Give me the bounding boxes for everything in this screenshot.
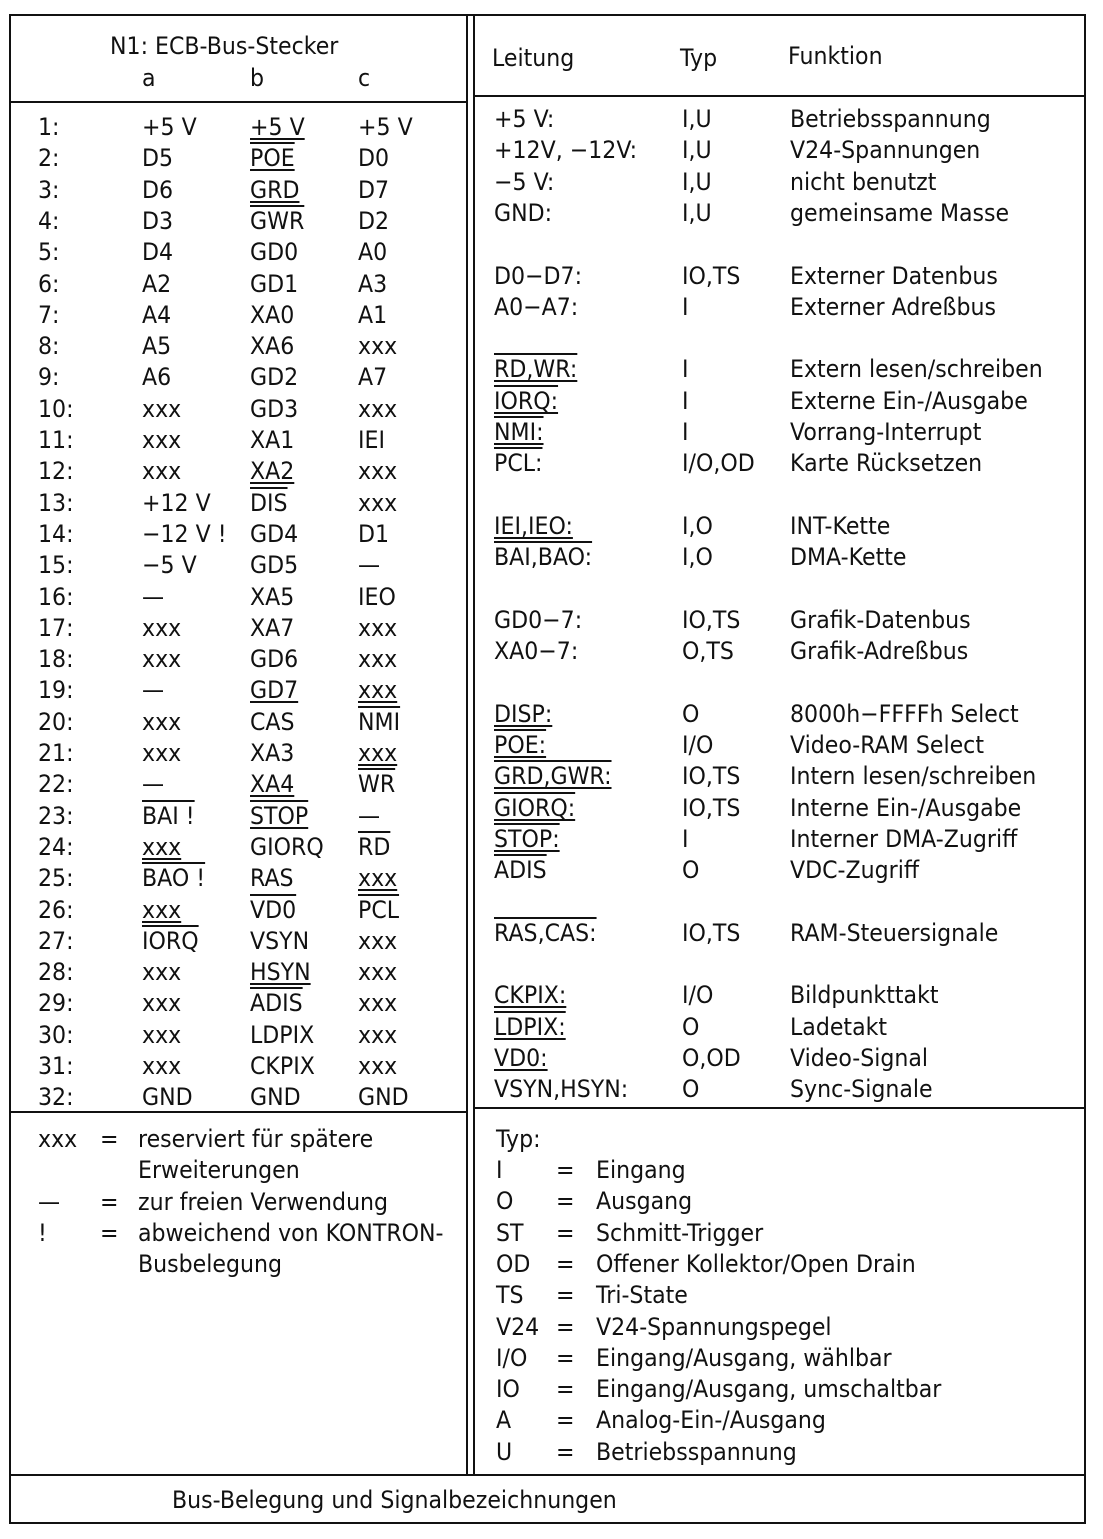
signal-leitung: IORQ: bbox=[494, 386, 559, 415]
pin-number: 13: bbox=[38, 488, 74, 517]
signal-funktion: Ladetakt bbox=[790, 1012, 888, 1041]
pin-number: 26: bbox=[38, 895, 74, 924]
pin-c: xxx bbox=[358, 488, 398, 517]
signal-leitung: GIORQ: bbox=[494, 793, 576, 822]
legend-text: Ausgang bbox=[596, 1187, 693, 1216]
signal-typ: O bbox=[682, 856, 700, 885]
pin-a: xxx bbox=[142, 613, 182, 642]
pin-number: 29: bbox=[38, 989, 74, 1018]
signal-typ: I,O bbox=[682, 511, 713, 540]
signal-typ: O bbox=[682, 1075, 700, 1104]
pin-number: 17: bbox=[38, 613, 74, 642]
signal-leitung: STOP: bbox=[494, 824, 560, 853]
pin-c: xxx bbox=[358, 645, 398, 674]
legend-text: V24-Spannungspegel bbox=[596, 1312, 832, 1341]
pin-c: $\overline{WR}$ bbox=[358, 770, 396, 799]
pin-c: xxx bbox=[358, 394, 398, 423]
pin-a: xxx bbox=[142, 989, 182, 1018]
signal-leitung: NMI: bbox=[494, 418, 544, 446]
pin-b: XA5 bbox=[250, 582, 295, 611]
signal-leitung: IEI,IEO: bbox=[494, 511, 573, 540]
pin-a: xxx bbox=[142, 832, 182, 861]
signal-funktion: Vorrang-Interrupt bbox=[790, 418, 982, 446]
signal-typ: IO,TS bbox=[682, 762, 741, 791]
pin-c: A3 bbox=[358, 269, 388, 298]
pin-c: GND bbox=[358, 1083, 409, 1112]
legend-equals: = bbox=[100, 1187, 119, 1216]
legend-equals: = bbox=[556, 1312, 575, 1341]
pin-number: 25: bbox=[38, 864, 74, 893]
pin-number: 8: bbox=[38, 332, 60, 361]
pin-a: GND bbox=[142, 1083, 193, 1112]
signal-typ: I bbox=[682, 355, 689, 384]
header-rule-right bbox=[473, 95, 1086, 97]
legend-symbol: V24 bbox=[496, 1312, 540, 1341]
pin-b: GD5 bbox=[250, 551, 299, 580]
pin-b: XA3 bbox=[250, 739, 295, 767]
pin-b: CAS bbox=[250, 707, 295, 736]
pin-a: xxx bbox=[142, 426, 182, 454]
pin-b: CKPIX bbox=[250, 1052, 315, 1080]
signal-funktion: INT-Kette bbox=[790, 511, 891, 540]
signal-funktion: Sync-Signale bbox=[790, 1075, 933, 1104]
pin-b: POE bbox=[250, 144, 295, 173]
pin-b: +5 V bbox=[250, 113, 305, 141]
pin-number: 19: bbox=[38, 676, 74, 705]
pin-number: 16: bbox=[38, 582, 74, 611]
signal-funktion: Betriebsspannung bbox=[790, 105, 991, 133]
signal-typ: O bbox=[682, 1012, 700, 1041]
signal-funktion: nicht benutzt bbox=[790, 167, 937, 196]
signal-leitung: VD0: bbox=[494, 1044, 548, 1072]
pin-c: xxx bbox=[358, 739, 398, 767]
pin-a: xxx bbox=[142, 645, 182, 674]
pin-number: 30: bbox=[38, 1020, 74, 1049]
pin-number: 22: bbox=[38, 770, 74, 799]
pin-b: XA0 bbox=[250, 300, 295, 329]
column-c-header: c bbox=[358, 64, 371, 92]
signal-funktion: Video-Signal bbox=[790, 1044, 929, 1072]
pin-number: 4: bbox=[38, 206, 60, 235]
signal-typ: IO,TS bbox=[682, 605, 741, 634]
signal-leitung: DISP: bbox=[494, 699, 553, 728]
signal-typ: I,O bbox=[682, 543, 713, 572]
pin-a: xxx bbox=[142, 958, 182, 987]
header-rule-left bbox=[9, 101, 467, 103]
legend-equals: = bbox=[100, 1125, 119, 1153]
pin-number: 32: bbox=[38, 1083, 74, 1112]
legend-symbol: IO bbox=[496, 1375, 520, 1404]
signal-leitung: D0−D7: bbox=[494, 261, 583, 290]
pin-a: −5 V bbox=[142, 551, 197, 580]
pin-b: $\overline{GWR}$ bbox=[250, 206, 305, 235]
pin-a: xxx bbox=[142, 895, 182, 924]
legend-symbol: ! bbox=[38, 1218, 47, 1247]
legend-equals: = bbox=[556, 1437, 575, 1466]
signal-funktion: Karte Rücksetzen bbox=[790, 449, 983, 478]
pin-b: RAS bbox=[250, 864, 294, 893]
pin-number: 24: bbox=[38, 832, 74, 861]
legend-symbol: OD bbox=[496, 1249, 531, 1278]
pin-number: 18: bbox=[38, 645, 74, 674]
pin-b: GIORQ bbox=[250, 832, 324, 861]
column-divider-2 bbox=[473, 14, 475, 1475]
pin-number: 23: bbox=[38, 801, 74, 830]
legend-equals: = bbox=[556, 1249, 575, 1278]
pin-b: GND bbox=[250, 1083, 301, 1112]
pin-a: D3 bbox=[142, 206, 174, 235]
signal-leitung: A0−A7: bbox=[494, 292, 579, 321]
pin-b: XA6 bbox=[250, 332, 295, 361]
pin-b: $\overline{DIS}$ bbox=[250, 488, 288, 517]
signal-funktion: Interner DMA-Zugriff bbox=[790, 824, 1018, 853]
pin-number: 28: bbox=[38, 958, 74, 987]
pin-c: IEI bbox=[358, 426, 385, 454]
signal-typ: O bbox=[682, 699, 700, 728]
pin-c: D0 bbox=[358, 144, 390, 173]
pin-c: $\overline{PCL}$ bbox=[358, 895, 400, 924]
pin-a: A6 bbox=[142, 363, 172, 392]
pin-a: A5 bbox=[142, 332, 172, 361]
legend-right-title: Typ: bbox=[496, 1125, 541, 1153]
signal-leitung: XA0−7: bbox=[494, 637, 579, 666]
pin-c: +5 V bbox=[358, 113, 413, 141]
signal-typ: O,TS bbox=[682, 637, 734, 666]
pin-a: — bbox=[142, 582, 165, 611]
pin-c: xxx bbox=[358, 864, 398, 893]
signal-funktion: V24-Spannungen bbox=[790, 136, 981, 165]
pin-b: HSYN bbox=[250, 958, 311, 987]
signal-leitung: GRD,GWR: bbox=[494, 762, 612, 791]
legend-symbol: TS bbox=[496, 1281, 524, 1310]
signal-typ: I,U bbox=[682, 167, 712, 196]
pin-a: xxx bbox=[142, 1052, 182, 1080]
signal-typ: I bbox=[682, 292, 689, 321]
legend-symbol: A bbox=[496, 1406, 512, 1435]
pin-number: 2: bbox=[38, 144, 60, 173]
signal-leitung: ADIS bbox=[494, 856, 547, 885]
pin-a: xxx bbox=[142, 457, 182, 486]
pin-a: +5 V bbox=[142, 113, 197, 141]
pin-c: D7 bbox=[358, 175, 390, 204]
pin-c: xxx bbox=[358, 676, 398, 705]
pin-number: 31: bbox=[38, 1052, 74, 1080]
signal-funktion: gemeinsame Masse bbox=[790, 198, 1010, 227]
pin-b: ADIS bbox=[250, 989, 303, 1018]
pin-c: xxx bbox=[358, 332, 398, 361]
leitung-header: Leitung bbox=[492, 44, 575, 72]
pin-b: GRD bbox=[250, 175, 300, 204]
signal-typ: IO,TS bbox=[682, 918, 741, 947]
pin-c: $\overline{RD}$ bbox=[358, 832, 391, 861]
pin-number: 1: bbox=[38, 113, 60, 141]
pin-b: GD0 bbox=[250, 238, 299, 267]
pin-a: — bbox=[142, 770, 165, 799]
pin-b: LDPIX bbox=[250, 1020, 315, 1049]
pin-b: GD1 bbox=[250, 269, 299, 298]
pin-number: 20: bbox=[38, 707, 74, 736]
pin-b: XA7 bbox=[250, 613, 295, 642]
caption-rule bbox=[9, 1474, 1086, 1476]
signal-typ: I bbox=[682, 418, 689, 446]
pin-b: GD6 bbox=[250, 645, 299, 674]
legend-text: Analog-Ein-/Ausgang bbox=[596, 1406, 826, 1435]
signal-typ: O,OD bbox=[682, 1044, 741, 1072]
signal-typ: IO,TS bbox=[682, 793, 741, 822]
pin-c: xxx bbox=[358, 958, 398, 987]
legend-rule-right bbox=[473, 1107, 1086, 1109]
legend-text: zur freien Verwendung bbox=[138, 1187, 389, 1216]
pin-number: 6: bbox=[38, 269, 60, 298]
pin-b: XA2 bbox=[250, 457, 295, 486]
legend-equals: = bbox=[100, 1218, 119, 1247]
pin-c: A0 bbox=[358, 238, 388, 267]
pin-b: VD0 bbox=[250, 895, 297, 924]
signal-funktion: Extern lesen/schreiben bbox=[790, 355, 1043, 384]
legend-equals: = bbox=[556, 1406, 575, 1435]
legend-symbol: ST bbox=[496, 1218, 524, 1247]
signal-funktion: Interne Ein-/Ausgabe bbox=[790, 793, 1022, 822]
signal-leitung: LDPIX: bbox=[494, 1012, 566, 1041]
pin-number: 3: bbox=[38, 175, 60, 204]
legend-text: reserviert für spätere bbox=[138, 1125, 374, 1153]
legend-text: Betriebsspannung bbox=[596, 1437, 797, 1466]
pin-c: xxx bbox=[358, 613, 398, 642]
pin-number: 11: bbox=[38, 426, 74, 454]
legend-equals: = bbox=[556, 1375, 575, 1404]
pin-c: xxx bbox=[358, 1052, 398, 1080]
legend-symbol: — bbox=[38, 1187, 61, 1216]
legend-equals: = bbox=[556, 1281, 575, 1310]
pin-c: A1 bbox=[358, 300, 388, 329]
connector-title: N1: ECB-Bus-Stecker bbox=[110, 32, 339, 60]
pin-a: A2 bbox=[142, 269, 172, 298]
pin-number: 10: bbox=[38, 394, 74, 423]
signal-funktion: 8000h−FFFFh Select bbox=[790, 699, 1019, 728]
signal-funktion: Grafik-Datenbus bbox=[790, 605, 971, 634]
signal-funktion: Externer Datenbus bbox=[790, 261, 998, 290]
signal-funktion: RAM-Steuersignale bbox=[790, 918, 999, 947]
pin-b: VSYN bbox=[250, 926, 310, 955]
pin-c: xxx bbox=[358, 989, 398, 1018]
pin-number: 14: bbox=[38, 519, 74, 548]
pin-c: xxx bbox=[358, 926, 398, 955]
legend-symbol: I bbox=[496, 1156, 503, 1184]
legend-text: Tri-State bbox=[596, 1281, 688, 1310]
pin-number: 15: bbox=[38, 551, 74, 580]
pin-c: D1 bbox=[358, 519, 390, 548]
pin-b: STOP bbox=[250, 801, 309, 830]
signal-leitung: CKPIX: bbox=[494, 981, 567, 1010]
legend-symbol: O bbox=[496, 1187, 514, 1216]
pin-c: — bbox=[358, 551, 381, 580]
pin-number: 12: bbox=[38, 457, 74, 486]
caption: Bus-Belegung und Signalbezeichnungen bbox=[172, 1486, 617, 1514]
pin-b: GD3 bbox=[250, 394, 299, 423]
legend-equals: = bbox=[556, 1218, 575, 1247]
signal-leitung: RAS,CAS: bbox=[494, 918, 597, 947]
pin-a: IORQ bbox=[142, 926, 199, 955]
signal-leitung: +5 V: bbox=[494, 105, 555, 133]
signal-leitung: RD,WR: bbox=[494, 355, 578, 384]
typ-header: Typ bbox=[680, 44, 718, 72]
signal-funktion: Grafik-Adreßbus bbox=[790, 637, 969, 666]
pin-c: A7 bbox=[358, 363, 388, 392]
signal-leitung: GD0−7: bbox=[494, 605, 583, 634]
pin-a: xxx bbox=[142, 1020, 182, 1049]
signal-leitung: PCL: bbox=[494, 449, 543, 478]
pin-a: — bbox=[142, 676, 165, 705]
signal-typ: I/O bbox=[682, 981, 714, 1010]
signal-leitung: −5 V: bbox=[494, 167, 555, 196]
signal-typ: I/O bbox=[682, 731, 714, 759]
legend-symbol: I/O bbox=[496, 1343, 528, 1372]
legend-text: Eingang/Ausgang, umschaltbar bbox=[596, 1375, 942, 1404]
signal-funktion: Externer Adreßbus bbox=[790, 292, 996, 321]
pin-c: D2 bbox=[358, 206, 390, 235]
pin-a: D5 bbox=[142, 144, 174, 173]
legend-equals: = bbox=[556, 1187, 575, 1216]
signal-typ: I,U bbox=[682, 136, 712, 165]
pin-a: D4 bbox=[142, 238, 174, 267]
signal-funktion: Video-RAM Select bbox=[790, 731, 984, 759]
column-b-header: b bbox=[250, 64, 265, 92]
signal-funktion: Externe Ein-/Ausgabe bbox=[790, 386, 1028, 415]
pin-number: 5: bbox=[38, 238, 60, 267]
signal-typ: I,U bbox=[682, 105, 712, 133]
column-divider-1 bbox=[466, 14, 468, 1475]
signal-leitung: VSYN,HSYN: bbox=[494, 1075, 629, 1104]
pin-c: — bbox=[358, 801, 381, 830]
legend-text: Busbelegung bbox=[138, 1250, 282, 1279]
pin-number: 7: bbox=[38, 300, 60, 329]
signal-funktion: DMA-Kette bbox=[790, 543, 907, 572]
pin-number: 21: bbox=[38, 739, 74, 767]
pin-c: $\overline{NMI}$ bbox=[358, 707, 401, 736]
pin-b: XA1 bbox=[250, 426, 295, 454]
signal-typ: I bbox=[682, 386, 689, 415]
pin-b: XA4 bbox=[250, 770, 295, 799]
legend-text: Offener Kollektor/Open Drain bbox=[596, 1249, 916, 1278]
funktion-header: Funktion bbox=[788, 42, 883, 70]
pin-a: D6 bbox=[142, 175, 174, 204]
legend-equals: = bbox=[556, 1156, 575, 1184]
signal-leitung: +12V, −12V: bbox=[494, 136, 638, 165]
legend-text: Eingang bbox=[596, 1156, 686, 1184]
pin-number: 27: bbox=[38, 926, 74, 955]
pin-a: xxx bbox=[142, 739, 182, 767]
legend-equals: = bbox=[556, 1343, 575, 1372]
legend-text: Schmitt-Trigger bbox=[596, 1218, 764, 1247]
pin-b: GD2 bbox=[250, 363, 299, 392]
pin-a: +12 V bbox=[142, 488, 211, 517]
pin-c: IEO bbox=[358, 582, 396, 611]
pin-a: xxx bbox=[142, 394, 182, 423]
pin-a: BAO ! bbox=[142, 864, 206, 893]
pin-a: A4 bbox=[142, 300, 172, 329]
signal-leitung: GND: bbox=[494, 198, 553, 227]
signal-leitung: BAI,BAO: bbox=[494, 543, 593, 572]
legend-text: Eingang/Ausgang, wählbar bbox=[596, 1343, 892, 1372]
legend-symbol: xxx bbox=[38, 1125, 78, 1153]
legend-text: Erweiterungen bbox=[138, 1156, 300, 1185]
legend-text: abweichend von KONTRON- bbox=[138, 1218, 444, 1247]
signal-typ: I bbox=[682, 824, 689, 853]
signal-funktion: VDC-Zugriff bbox=[790, 856, 920, 885]
pin-c: xxx bbox=[358, 1020, 398, 1049]
pin-c: xxx bbox=[358, 457, 398, 486]
signal-funktion: Intern lesen/schreiben bbox=[790, 762, 1037, 791]
pin-a: BAI ! bbox=[142, 801, 195, 830]
pin-a: xxx bbox=[142, 707, 182, 736]
pin-a: −12 V ! bbox=[142, 519, 227, 548]
signal-leitung: POE: bbox=[494, 731, 547, 759]
signal-typ: I,U bbox=[682, 198, 712, 227]
column-a-header: a bbox=[142, 64, 156, 92]
pin-number: 9: bbox=[38, 363, 60, 392]
signal-typ: I/O,OD bbox=[682, 449, 755, 478]
pin-b: GD7 bbox=[250, 676, 299, 705]
signal-funktion: Bildpunkttakt bbox=[790, 981, 939, 1010]
legend-symbol: U bbox=[496, 1437, 513, 1466]
pin-b: GD4 bbox=[250, 519, 299, 548]
signal-typ: IO,TS bbox=[682, 261, 741, 290]
